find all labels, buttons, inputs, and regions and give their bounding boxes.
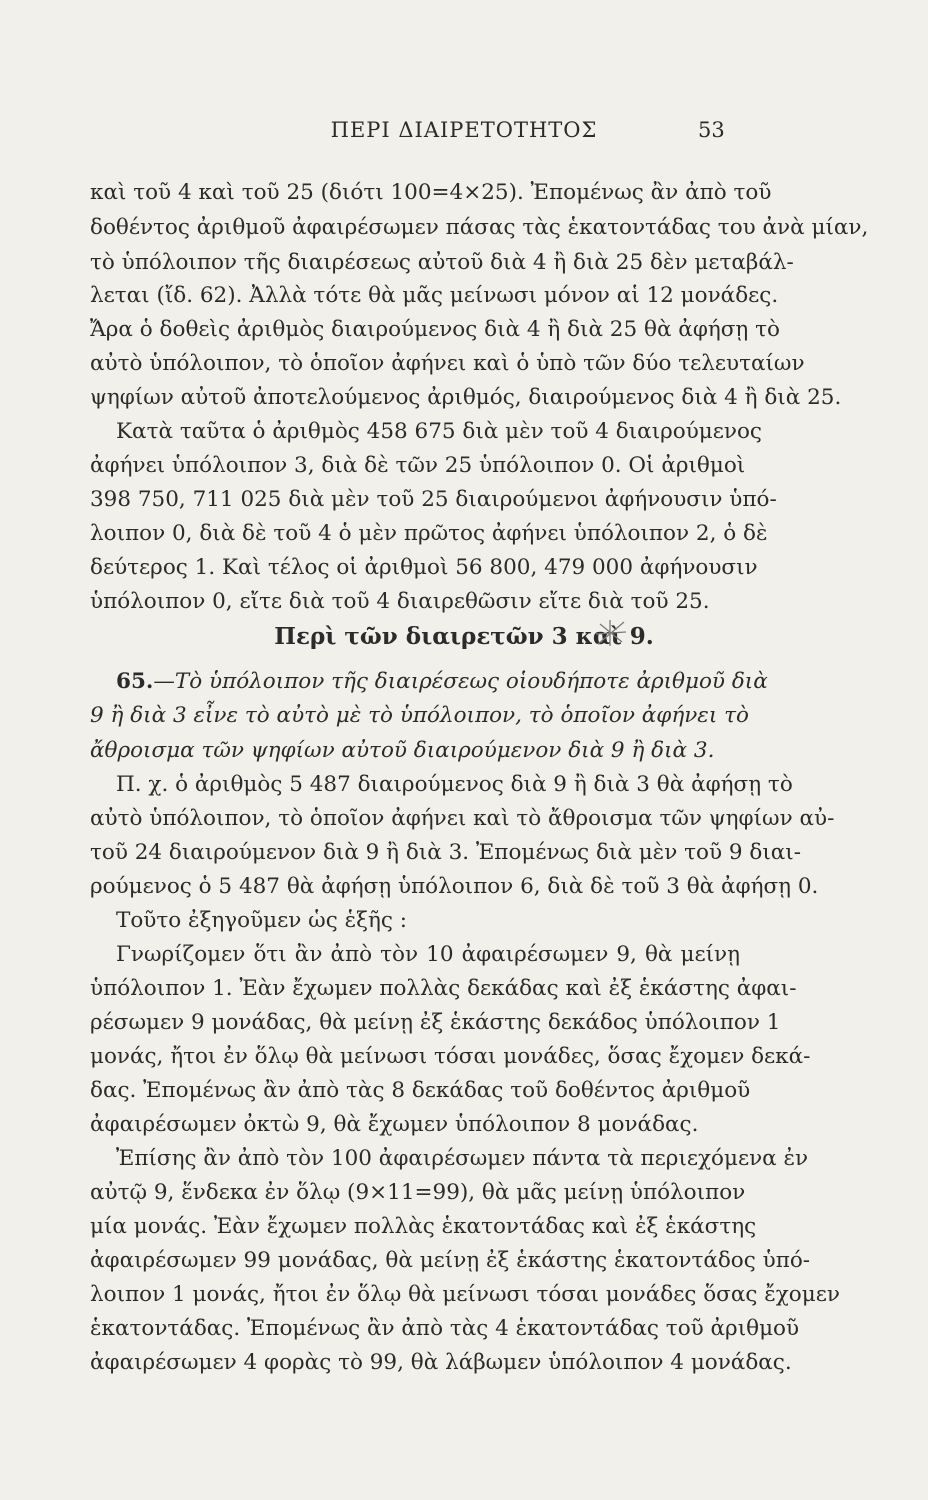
text-line: ἑκατοντάδας. Ἐπομένως ἂν ἀπὸ τὰς 4 ἑκατοντάδας τοῦ ἀριθμοῦ bbox=[90, 1316, 800, 1341]
text-line: δας. Ἐπομένως ἂν ἀπὸ τὰς 8 δεκάδας τοῦ δοθέντος ἀριθμοῦ bbox=[90, 1078, 751, 1103]
text-line: λεται (ἴδ. 62). Ἀλλὰ τότε θὰ μᾶς μείνωσι μόνον αἱ 12 μονάδες. bbox=[90, 283, 779, 308]
text-line: Τοῦτο ἐξηγοῦμεν ὡς ἑξῆς : bbox=[116, 908, 407, 933]
text-line: δεύτερος 1. Καὶ τέλος οἱ ἀριθμοὶ 56 800, 479 000 ἀφήνουσιν bbox=[90, 555, 758, 580]
text-line: μία μονάς. Ἐὰν ἔχωμεν πολλὰς ἑκατοντάδας καὶ ἐξ ἑκάστης bbox=[90, 1214, 757, 1239]
text-line: 398 750, 711 025 διὰ μὲν τοῦ 25 διαιρούμενοι ἀφήνουσιν ὑπό- bbox=[90, 487, 777, 512]
text-line: ρέσωμεν 9 μονάδας, θὰ μείνῃ ἐξ ἑκάστης δεκάδος ὑπόλοιπον 1 bbox=[90, 1010, 781, 1035]
text-line: ὑπόλοιπον 1. Ἐὰν ἔχωμεν πολλὰς δεκάδας καὶ ἐξ ἑκάστης ἀφαι- bbox=[90, 976, 797, 1001]
text-line: δοθέντος ἀριθμοῦ ἀφαιρέσωμεν πάσας τὰς ἑκατοντάδας του ἀνὰ μίαν, bbox=[90, 215, 869, 240]
text-line: λοιπον 0, διὰ δὲ τοῦ 4 ὁ μὲν πρῶτος ἀφήνει ὑπόλοιπον 2, ὁ δὲ bbox=[90, 521, 768, 546]
text-line: Γνωρίζομεν ὅτι ἂν ἀπὸ τὸν 10 ἀφαιρέσωμεν 9, θὰ μείνῃ bbox=[116, 942, 740, 967]
rule-text: —Τὸ ὑπόλοιπον τῆς διαιρέσεως οἱουδήποτε ἀριθμοῦ διὰ bbox=[153, 669, 768, 694]
text-line: Ἐπίσης ἂν ἀπὸ τὸν 100 ἀφαιρέσωμεν πάντα τὰ περιεχόμενα ἐν bbox=[116, 1146, 809, 1171]
text-line: ἀφαιρέσωμεν 4 φορὰς τὸ 99, θὰ λάβωμεν ὑπόλοιπον 4 μονάδας. bbox=[90, 1350, 792, 1375]
text-line: ἀφαιρέσωμεν ὀκτὼ 9, θὰ ἔχωμεν ὑπόλοιπον 8 μονάδας. bbox=[90, 1112, 699, 1137]
running-header: ΠΕΡΙ ΔΙΑΙΡΕΤΟΤΗΤΟΣ bbox=[330, 118, 598, 142]
text-line: αὐτὸ ὑπόλοιπον, τὸ ὁποῖον ἀφήνει καὶ τὸ ἄθροισμα τῶν ψηφίων αὐ- bbox=[90, 806, 835, 831]
text-line: αὐτῷ 9, ἕνδεκα ἐν ὅλῳ (9×11=99), θὰ μᾶς μείνῃ ὑπόλοιπον bbox=[90, 1180, 746, 1205]
text-line: Κατὰ ταῦτα ὁ ἀριθμὸς 458 675 διὰ μὲν τοῦ 4 διαιρούμενος bbox=[116, 419, 762, 444]
handwritten-asterisk-mark bbox=[590, 618, 630, 648]
text-line: τοῦ 24 διαιρούμενον διὰ 9 ἢ διὰ 3. Ἐπομένως διὰ μὲν τοῦ 9 διαι- bbox=[90, 840, 801, 865]
text-line: Ἄρα ὁ δοθεὶς ἀριθμὸς διαιρούμενος διὰ 4 ἢ διὰ 25 θὰ ἀφήσῃ τὸ bbox=[90, 317, 780, 342]
text-line: μονάς, ἤτοι ἐν ὅλῳ θὰ μείνωσι τόσαι μονάδες, ὅσας ἔχομεν δεκά- bbox=[90, 1044, 811, 1069]
text-line: Π. χ. ὁ ἀριθμὸς 5 487 διαιρούμενος διὰ 9 ἢ διὰ 3 θὰ ἀφήσῃ τὸ bbox=[116, 772, 793, 797]
text-line: ρούμενος ὁ 5 487 θὰ ἀφήσῃ ὑπόλοιπον 6, διὰ δὲ τοῦ 3 θὰ ἀφήσῃ 0. bbox=[90, 874, 819, 899]
text-line: τὸ ὑπόλοιπον τῆς διαιρέσεως αὐτοῦ διὰ 4 ἢ διὰ 25 δὲν μεταβάλ- bbox=[90, 250, 794, 275]
section-number: 65. bbox=[116, 669, 154, 694]
text-line: ψηφίων αὐτοῦ ἀποτελούμενος ἀριθμός, διαιρούμενος διὰ 4 ἢ διὰ 25. bbox=[90, 385, 842, 410]
text-line: αὐτὸ ὑπόλοιπον, τὸ ὁποῖον ἀφήνει καὶ ὁ ὑπὸ τῶν δύο τελευταίων bbox=[90, 351, 805, 376]
rule-line: ἄθροισμα τῶν ψηφίων αὐτοῦ διαιρούμενον διὰ 9 ἢ διὰ 3. bbox=[90, 738, 715, 763]
rule-line bbox=[116, 667, 768, 697]
text-line: ὑπόλοιπον 0, εἴτε διὰ τοῦ 4 διαιρεθῶσιν εἴτε διὰ τοῦ 25. bbox=[90, 589, 710, 614]
text-line: ἀφήνει ὑπόλοιπον 3, διὰ δὲ τῶν 25 ὑπόλοιπον 0. Οἱ ἀριθμοὶ bbox=[90, 453, 746, 478]
text-line: ἀφαιρέσωμεν 99 μονάδας, θὰ μείνῃ ἐξ ἑκάστης ἑκατοντάδος ὑπό- bbox=[90, 1248, 811, 1273]
text-line: καὶ τοῦ 4 καὶ τοῦ 25 (διότι 100=4×25). Ἐπομένως ἂν ἀπὸ τοῦ bbox=[90, 180, 772, 205]
rule-line: 9 ἢ διὰ 3 εἶνε τὸ αὐτὸ μὲ τὸ ὑπόλοιπον, τὸ ὁποῖον ἀφήνει τὸ bbox=[90, 703, 749, 728]
text-line: λοιπον 1 μονάς, ἤτοι ἐν ὅλῳ θὰ μείνωσι τόσαι μονάδες ὅσας ἔχομεν bbox=[90, 1282, 840, 1307]
section-heading: Περὶ τῶν διαιρετῶν 3 καὶ 9. bbox=[274, 623, 654, 650]
page-number: 53 bbox=[698, 118, 725, 142]
